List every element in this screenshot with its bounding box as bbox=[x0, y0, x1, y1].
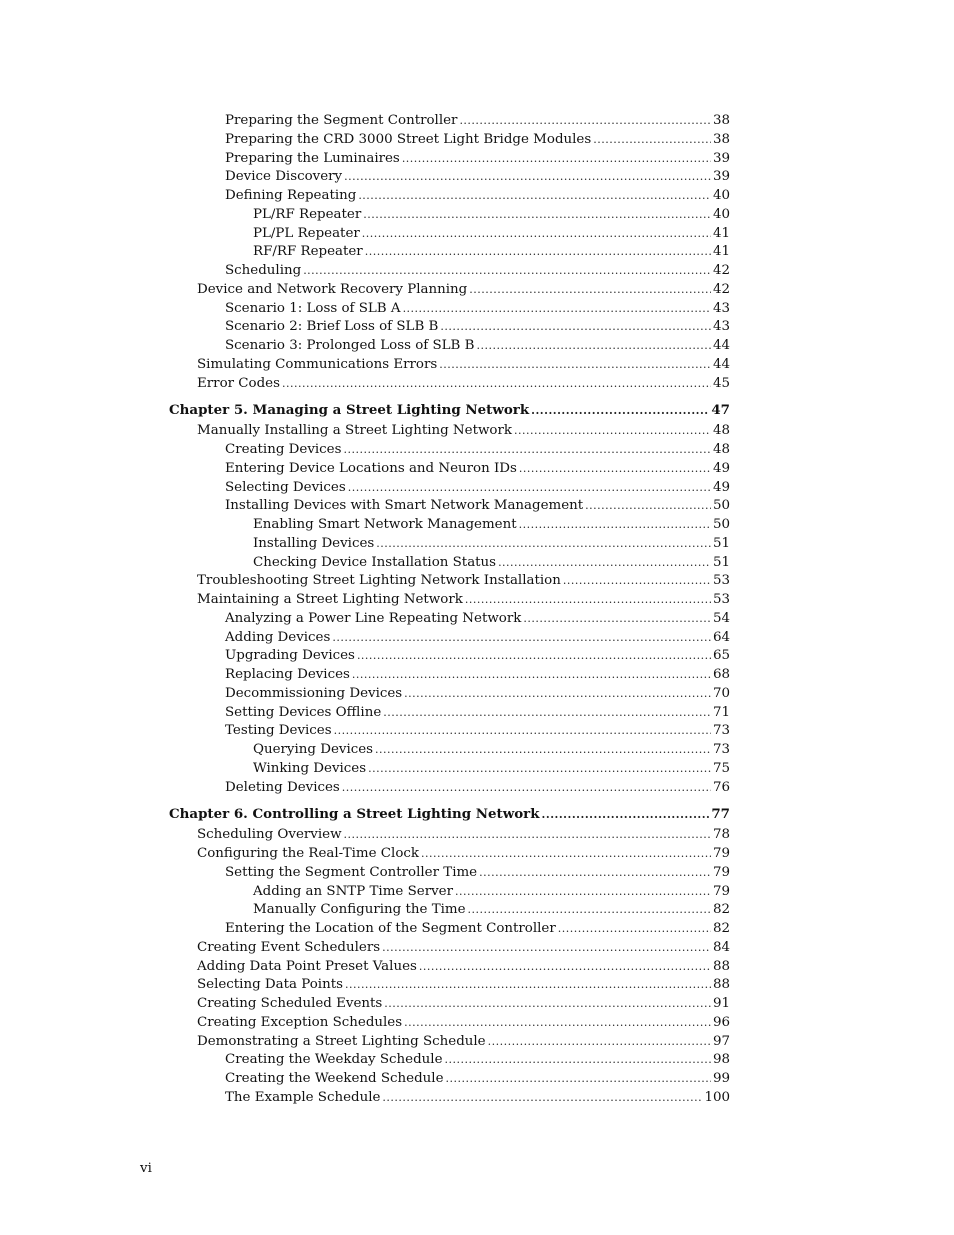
toc-entry[interactable] bbox=[169, 479, 730, 498]
page-number: vi bbox=[140, 1161, 152, 1176]
toc-entry[interactable] bbox=[169, 206, 730, 225]
toc-entry-page: 88 bbox=[712, 977, 730, 993]
toc-entry-title: Decommissioning Devices bbox=[225, 685, 403, 701]
toc-entry[interactable] bbox=[169, 497, 730, 516]
dot-leader bbox=[523, 610, 711, 629]
toc-entry-page: 100 bbox=[704, 1089, 730, 1105]
dot-leader bbox=[498, 554, 711, 573]
toc-entry-page: 73 bbox=[712, 742, 730, 757]
toc-entry-title: Analyzing a Power Line Repeating Network bbox=[225, 610, 522, 626]
toc-entry-title: RF/RF Repeater bbox=[253, 244, 363, 260]
toc-entry-page: 84 bbox=[712, 939, 730, 955]
toc-entry-title: Adding an SNTP Time Server bbox=[253, 883, 453, 899]
toc-entry-title: Creating the Weekend Schedule bbox=[225, 1071, 444, 1086]
toc-entry-page: 40 bbox=[712, 188, 730, 203]
toc-entry[interactable] bbox=[169, 337, 730, 356]
dot-leader bbox=[439, 356, 711, 375]
dot-leader bbox=[477, 337, 711, 356]
toc-entry[interactable] bbox=[169, 262, 730, 281]
dot-leader bbox=[382, 939, 711, 958]
toc-entry-title: Deleting Devices bbox=[225, 779, 340, 795]
dot-leader bbox=[344, 168, 711, 187]
toc-entry-title: Preparing the CRD 3000 Street Light Bridge Modules bbox=[225, 131, 592, 147]
toc-entry-page: 82 bbox=[712, 921, 730, 936]
toc-entry-page: 73 bbox=[712, 723, 730, 739]
toc-entry-title: Demonstrating a Street Lighting Schedule bbox=[197, 1033, 486, 1049]
toc-entry-page: 49 bbox=[712, 479, 730, 495]
toc-entry-title: Selecting Data Points bbox=[197, 977, 343, 993]
dot-leader bbox=[344, 826, 711, 845]
dot-leader bbox=[375, 741, 711, 760]
toc-entry[interactable] bbox=[169, 958, 730, 977]
dot-leader bbox=[358, 187, 711, 206]
toc-entry-title: Manually Installing a Street Lighting Network bbox=[197, 423, 512, 439]
dot-leader bbox=[402, 150, 711, 169]
toc-entry[interactable] bbox=[169, 741, 730, 760]
toc-entry-title: Creating Scheduled Events bbox=[197, 996, 383, 1011]
toc-entry-page: 82 bbox=[712, 902, 730, 918]
dot-leader bbox=[519, 516, 711, 535]
toc-entry-title: Checking Device Installation Status bbox=[253, 554, 497, 570]
toc-entry[interactable] bbox=[169, 422, 730, 441]
toc-entry-title: Replacing Devices bbox=[225, 667, 350, 682]
toc-entry-title: Configuring the Real-Time Clock bbox=[197, 846, 419, 861]
toc-entry-title: Creating Devices bbox=[225, 442, 342, 457]
toc-entry[interactable] bbox=[169, 591, 730, 610]
toc-entry-title: Setting Devices Offline bbox=[225, 704, 382, 720]
toc-entry[interactable] bbox=[169, 647, 730, 666]
toc-entry[interactable] bbox=[169, 112, 730, 131]
toc-entry-title: PL/RF Repeater bbox=[253, 206, 362, 222]
toc-entry-page: 99 bbox=[712, 1071, 730, 1086]
toc-entry-title: Adding Data Point Preset Values bbox=[197, 958, 417, 974]
dot-leader bbox=[342, 779, 711, 798]
toc-entry-title: Upgrading Devices bbox=[225, 648, 355, 664]
toc-entry[interactable] bbox=[169, 779, 730, 798]
toc-entry-page: 65 bbox=[712, 648, 730, 664]
dot-leader bbox=[445, 1051, 711, 1070]
dot-leader bbox=[376, 535, 711, 554]
toc-entry-title: Creating Event Schedulers bbox=[197, 939, 381, 955]
toc-entry-title: Preparing the Segment Controller bbox=[225, 113, 458, 128]
dot-leader bbox=[404, 1014, 711, 1033]
dot-leader bbox=[352, 666, 711, 685]
toc-entry-page: 47 bbox=[711, 402, 730, 419]
dot-leader bbox=[469, 281, 711, 300]
toc-entry[interactable] bbox=[169, 704, 730, 723]
toc-entry[interactable] bbox=[169, 1051, 730, 1070]
toc-entry-page: 48 bbox=[712, 442, 730, 457]
toc-entry-title: Adding Devices bbox=[225, 629, 331, 645]
toc-entry-title: Selecting Devices bbox=[225, 479, 346, 495]
toc-entry-title: Error Codes bbox=[197, 375, 280, 391]
toc-entry-page: 51 bbox=[712, 535, 730, 551]
toc-entry-page: 43 bbox=[712, 319, 730, 335]
toc-entry[interactable] bbox=[169, 375, 730, 394]
toc-entry-page: 79 bbox=[712, 846, 730, 861]
toc-entry-page: 40 bbox=[712, 206, 730, 222]
toc-entry-page: 79 bbox=[712, 864, 730, 880]
dot-leader bbox=[514, 422, 711, 441]
dot-leader bbox=[446, 1070, 711, 1089]
toc-entry[interactable] bbox=[169, 685, 730, 704]
toc-entry-page: 43 bbox=[712, 300, 730, 316]
toc-entry-title: PL/PL Repeater bbox=[253, 225, 360, 241]
toc-entry-title: Querying Devices bbox=[253, 742, 374, 757]
toc-entry[interactable] bbox=[169, 356, 730, 375]
dot-leader bbox=[479, 864, 711, 883]
toc-entry-title: Chapter 6. Controlling a Street Lighting Network bbox=[169, 806, 540, 823]
toc-entry-page: 53 bbox=[712, 592, 730, 607]
toc-entry[interactable] bbox=[169, 939, 730, 958]
toc-entry-page: 98 bbox=[712, 1052, 730, 1068]
toc-entry-page: 44 bbox=[712, 338, 730, 353]
toc-entry[interactable] bbox=[169, 554, 730, 573]
dot-leader bbox=[488, 1033, 711, 1052]
toc-entry-page: 44 bbox=[712, 356, 730, 372]
dot-leader bbox=[455, 883, 711, 902]
toc-entry-title: Preparing the Luminaires bbox=[225, 150, 400, 166]
toc-entry-title: Enabling Smart Network Management bbox=[253, 517, 517, 532]
toc-chapter-entry[interactable] bbox=[169, 401, 730, 420]
toc-entry-title: Device Discovery bbox=[225, 169, 343, 185]
toc-entry-title: Scenario 2: Brief Loss of SLB B bbox=[225, 319, 439, 335]
toc-entry-title: Winking Devices bbox=[253, 760, 367, 776]
toc-entry[interactable] bbox=[169, 1070, 730, 1089]
dot-leader bbox=[282, 375, 711, 394]
toc-entry[interactable] bbox=[169, 845, 730, 864]
toc-entry[interactable] bbox=[169, 629, 730, 648]
toc-entry[interactable] bbox=[169, 300, 730, 319]
toc-entry-title: Device and Network Recovery Planning bbox=[197, 281, 468, 297]
dot-leader bbox=[348, 479, 711, 498]
dot-leader bbox=[585, 497, 711, 516]
dot-leader bbox=[363, 206, 711, 225]
toc-entry-page: 50 bbox=[712, 517, 730, 532]
toc-entry-title: Defining Repeating bbox=[225, 188, 357, 203]
toc-entry[interactable] bbox=[169, 826, 730, 845]
toc-entry-page: 54 bbox=[712, 610, 730, 626]
toc-entry[interactable] bbox=[169, 441, 730, 460]
toc-entry[interactable] bbox=[169, 168, 730, 187]
toc-entry-title: Chapter 5. Managing a Street Lighting Network bbox=[169, 402, 530, 419]
dot-leader bbox=[357, 647, 711, 666]
toc-entry-title: Scenario 1: Loss of SLB A bbox=[225, 300, 401, 316]
toc-entry-title: Scenario 3: Prolonged Loss of SLB B bbox=[225, 338, 475, 353]
toc-entry-page: 77 bbox=[711, 806, 730, 823]
toc-entry[interactable] bbox=[169, 1033, 730, 1052]
toc-entry-page: 78 bbox=[712, 827, 730, 843]
toc-entry[interactable] bbox=[169, 131, 730, 150]
toc-entry-title: Creating Exception Schedules bbox=[197, 1014, 403, 1030]
dot-leader bbox=[519, 460, 711, 479]
toc-entry-page: 41 bbox=[712, 244, 730, 260]
toc-entry-page: 53 bbox=[712, 573, 730, 589]
toc-entry[interactable] bbox=[169, 901, 730, 920]
toc-entry-page: 39 bbox=[712, 150, 730, 166]
toc-entry[interactable] bbox=[169, 1089, 730, 1108]
toc-entry-title: Manually Configuring the Time bbox=[253, 902, 466, 918]
dot-leader bbox=[468, 901, 711, 920]
dot-leader bbox=[404, 685, 711, 704]
toc-entry-page: 48 bbox=[712, 423, 730, 439]
toc-entry-title: Setting the Segment Controller Time bbox=[225, 864, 478, 880]
toc-entry-page: 64 bbox=[712, 629, 730, 645]
dot-leader bbox=[332, 629, 711, 648]
toc-entry-page: 97 bbox=[712, 1033, 730, 1049]
toc-entry-page: 70 bbox=[712, 685, 730, 701]
dot-leader bbox=[419, 958, 711, 977]
toc-entry[interactable] bbox=[169, 760, 730, 779]
toc-entry-title: The Example Schedule bbox=[225, 1089, 381, 1105]
dot-leader bbox=[542, 805, 710, 824]
toc-entry[interactable] bbox=[169, 1014, 730, 1033]
toc-entry[interactable] bbox=[169, 920, 730, 939]
toc-entry[interactable] bbox=[169, 535, 730, 554]
toc-entry[interactable] bbox=[169, 150, 730, 169]
dot-leader bbox=[368, 760, 711, 779]
toc-entry[interactable] bbox=[169, 281, 730, 300]
toc-entry-page: 38 bbox=[712, 113, 730, 128]
toc-entry-page: 42 bbox=[712, 281, 730, 297]
dot-leader bbox=[563, 572, 711, 591]
toc-entry-page: 71 bbox=[712, 704, 730, 720]
toc-entry[interactable] bbox=[169, 995, 730, 1014]
dot-leader bbox=[531, 401, 709, 420]
toc-entry[interactable] bbox=[169, 460, 730, 479]
dot-leader bbox=[362, 225, 711, 244]
toc-entry[interactable] bbox=[169, 318, 730, 337]
dot-leader bbox=[383, 704, 711, 723]
toc-entry[interactable] bbox=[169, 666, 730, 685]
dot-leader bbox=[403, 300, 711, 319]
toc-entry-page: 88 bbox=[712, 958, 730, 974]
toc-entry-page: 38 bbox=[712, 131, 730, 147]
dot-leader bbox=[384, 995, 711, 1014]
table-of-contents bbox=[169, 112, 730, 1108]
toc-entry-title: Simulating Communications Errors bbox=[197, 356, 438, 372]
toc-entry[interactable] bbox=[169, 976, 730, 995]
dot-leader bbox=[303, 262, 711, 281]
toc-entry-page: 76 bbox=[712, 779, 730, 795]
toc-entry-title: Scheduling Overview bbox=[197, 827, 342, 843]
toc-entry[interactable] bbox=[169, 187, 730, 206]
toc-entry-title: Testing Devices bbox=[225, 723, 332, 739]
dot-leader bbox=[421, 845, 711, 864]
dot-leader bbox=[365, 243, 711, 262]
toc-entry[interactable] bbox=[169, 516, 730, 535]
toc-entry[interactable] bbox=[169, 610, 730, 629]
toc-entry-title: Installing Devices with Smart Network Management bbox=[225, 498, 584, 514]
toc-entry-page: 49 bbox=[712, 460, 730, 476]
dot-leader bbox=[382, 1089, 702, 1108]
toc-entry-page: 50 bbox=[712, 498, 730, 514]
toc-entry-page: 42 bbox=[712, 263, 730, 278]
dot-leader bbox=[558, 920, 711, 939]
toc-entry-page: 39 bbox=[712, 169, 730, 185]
dot-leader bbox=[345, 976, 711, 995]
toc-entry-title: Scheduling bbox=[225, 263, 302, 278]
toc-entry[interactable] bbox=[169, 243, 730, 262]
toc-entry-page: 68 bbox=[712, 667, 730, 682]
toc-entry-page: 51 bbox=[712, 554, 730, 570]
toc-entry-title: Installing Devices bbox=[253, 535, 375, 551]
toc-entry-page: 75 bbox=[712, 760, 730, 776]
toc-entry-title: Troubleshooting Street Lighting Network Installation bbox=[197, 573, 561, 589]
dot-leader bbox=[593, 131, 711, 150]
toc-entry-page: 79 bbox=[712, 883, 730, 899]
toc-entry[interactable] bbox=[169, 225, 730, 244]
toc-entry-page: 96 bbox=[712, 1014, 730, 1030]
toc-entry-page: 41 bbox=[712, 225, 730, 241]
toc-entry-page: 91 bbox=[712, 996, 730, 1011]
dot-leader bbox=[343, 441, 710, 460]
toc-entry-title: Maintaining a Street Lighting Network bbox=[197, 592, 463, 607]
toc-chapter-entry[interactable] bbox=[169, 805, 730, 824]
toc-entry-title: Creating the Weekday Schedule bbox=[225, 1052, 443, 1068]
toc-entry[interactable] bbox=[169, 864, 730, 883]
toc-entry-page: 45 bbox=[712, 375, 730, 391]
dot-leader bbox=[440, 318, 711, 337]
toc-entry[interactable] bbox=[169, 722, 730, 741]
toc-entry-title: Entering the Location of the Segment Controller bbox=[225, 921, 556, 936]
dot-leader bbox=[465, 591, 711, 610]
dot-leader bbox=[459, 112, 711, 131]
toc-entry-title: Entering Device Locations and Neuron IDs bbox=[225, 460, 517, 476]
toc-entry[interactable] bbox=[169, 572, 730, 591]
toc-entry[interactable] bbox=[169, 883, 730, 902]
dot-leader bbox=[334, 722, 711, 741]
